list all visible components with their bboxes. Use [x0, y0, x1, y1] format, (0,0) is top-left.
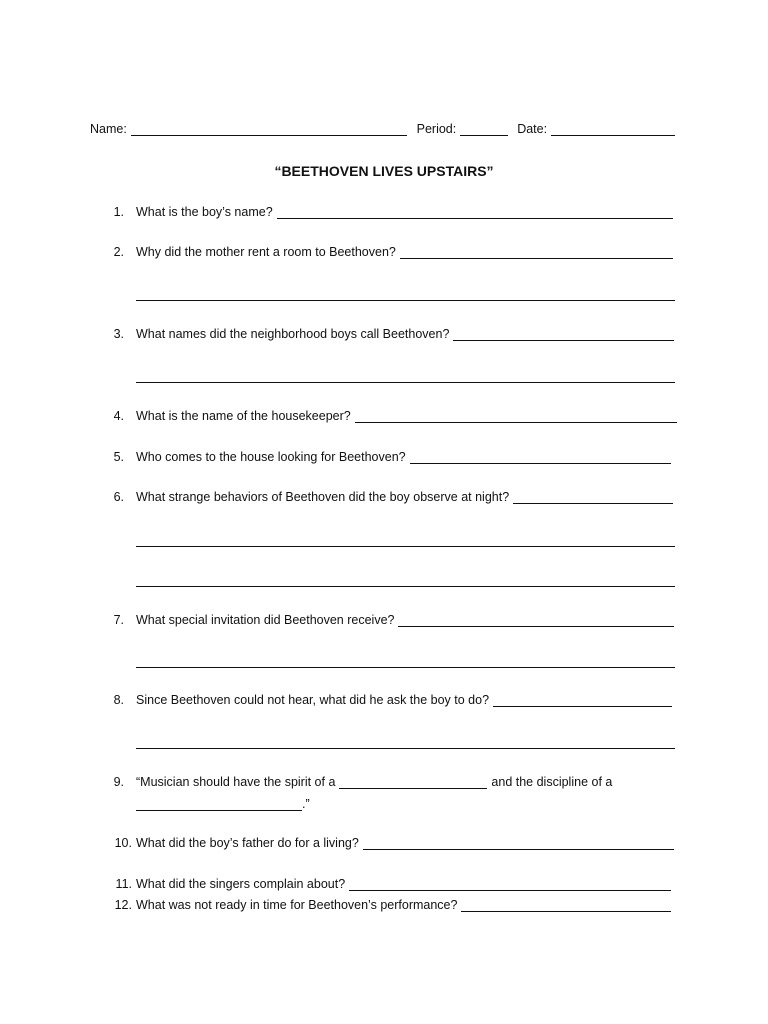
question-2 — [136, 245, 673, 259]
question-number: 1. — [113, 205, 124, 219]
answer-line[interactable] — [355, 410, 677, 423]
answer-line[interactable] — [363, 837, 674, 850]
question-9 — [136, 775, 676, 789]
question-text-part-a: “Musician should have the spirit of a — [136, 775, 336, 789]
question-text: What special invitation did Beethoven receive? — [136, 613, 395, 627]
question-4 — [136, 409, 677, 423]
answer-line[interactable] — [136, 382, 675, 383]
discipline-blank[interactable] — [136, 798, 302, 811]
question-number: 4. — [113, 409, 124, 423]
question-11 — [136, 877, 671, 891]
date-label: Date: — [517, 122, 548, 136]
question-text: What was not ready in time for Beethoven’s performance? — [136, 898, 458, 912]
answer-line[interactable] — [453, 328, 674, 341]
question-12 — [136, 898, 671, 912]
question-text: Why did the mother rent a room to Beethoven? — [136, 245, 396, 259]
question-number: 12. — [114, 898, 132, 912]
answer-line[interactable] — [136, 300, 675, 301]
question-text: Since Beethoven could not hear, what did he ask the boy to do? — [136, 693, 490, 707]
question-1 — [136, 205, 673, 219]
question-text: What is the name of the housekeeper? — [136, 409, 351, 423]
question-10 — [136, 836, 674, 850]
question-number: 8. — [113, 693, 124, 707]
question-number: 9. — [113, 775, 124, 789]
question-7 — [136, 613, 674, 627]
question-text: What strange behaviors of Beethoven did the boy observe at night? — [136, 490, 510, 504]
question-number: 6. — [113, 490, 124, 504]
page-title: “BEETHOVEN LIVES UPSTAIRS” — [274, 163, 494, 179]
answer-line[interactable] — [136, 748, 675, 749]
answer-line[interactable] — [136, 586, 675, 587]
answer-line[interactable] — [136, 667, 675, 668]
answer-line[interactable] — [136, 546, 675, 547]
question-number: 3. — [113, 327, 124, 341]
answer-line[interactable] — [398, 614, 674, 627]
name-field[interactable] — [131, 123, 407, 136]
answer-line[interactable] — [461, 899, 671, 912]
question-number: 5. — [113, 450, 124, 464]
period-label: Period: — [416, 122, 457, 136]
answer-line[interactable] — [493, 694, 672, 707]
question-number: 11. — [115, 877, 132, 891]
question-text: What did the singers complain about? — [136, 877, 346, 891]
question-text: What names did the neighborhood boys call Beethoven? — [136, 327, 450, 341]
question-6 — [136, 490, 673, 504]
question-number: 7. — [113, 613, 124, 627]
date-field[interactable] — [551, 123, 675, 136]
question-text-part-b: and the discipline of a — [491, 775, 613, 789]
question-5 — [136, 450, 671, 464]
question-text: What is the boy’s name? — [136, 205, 273, 219]
period-field[interactable] — [460, 123, 508, 136]
question-text: Who comes to the house looking for Beethoven? — [136, 450, 406, 464]
question-3 — [136, 327, 674, 341]
answer-line[interactable] — [410, 451, 671, 464]
question-number: 2. — [113, 245, 124, 259]
answer-line[interactable] — [513, 491, 673, 504]
answer-line[interactable] — [400, 246, 673, 259]
spirit-blank[interactable] — [339, 776, 487, 789]
answer-line[interactable] — [349, 878, 671, 891]
header-row — [90, 122, 675, 136]
name-label: Name: — [90, 122, 127, 136]
question-text-part-c: .” — [302, 797, 310, 811]
question-8 — [136, 693, 672, 707]
question-9-continued — [136, 797, 310, 811]
question-number: 10. — [114, 836, 132, 850]
question-text: What did the boy’s father do for a living? — [136, 836, 359, 850]
answer-line[interactable] — [277, 206, 673, 219]
